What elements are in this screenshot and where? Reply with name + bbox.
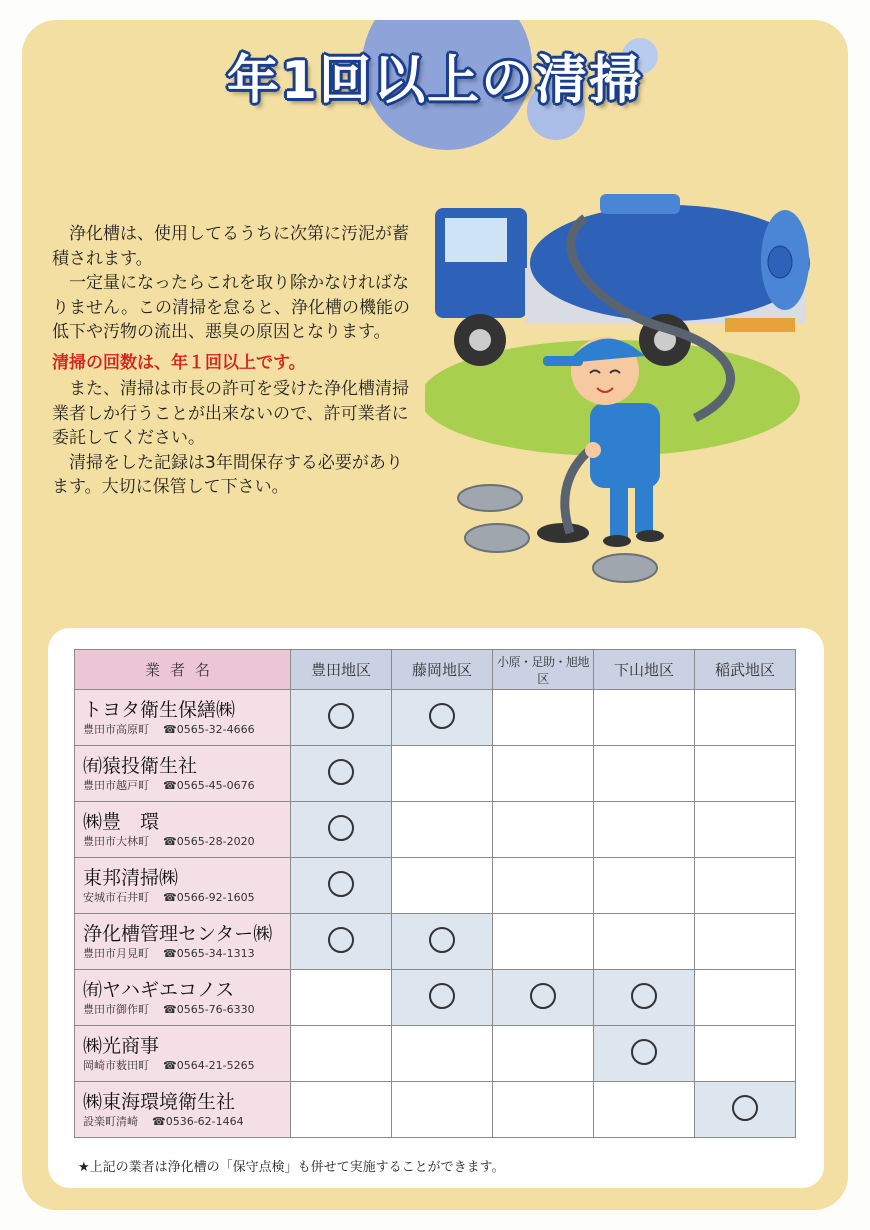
- contractor-phone: 0565-32-4666: [176, 722, 255, 736]
- contractor-phone: 0565-34-1313: [176, 946, 255, 960]
- contractor-name: ㈲ヤハギエコノス: [83, 978, 235, 1001]
- service-available-circle-icon: [328, 927, 354, 953]
- service-area-cell: [392, 1026, 493, 1082]
- service-area-cell: [594, 858, 695, 914]
- service-area-cell: [493, 970, 594, 1026]
- service-area-cell: [594, 914, 695, 970]
- contractor-address: 豊田市大林町: [83, 834, 149, 848]
- table-row: [75, 1026, 796, 1082]
- contractor-phone: 0565-45-0676: [176, 778, 255, 792]
- service-area-cell: [291, 690, 392, 746]
- contractor-phone: 0536-62-1464: [165, 1114, 244, 1128]
- service-available-circle-icon: [631, 983, 657, 1009]
- service-area-cell: [291, 970, 392, 1026]
- contractor-name: 浄化槽管理センター㈱: [83, 922, 273, 945]
- table-row: [75, 802, 796, 858]
- phone-icon: ☎: [163, 946, 177, 960]
- service-available-circle-icon: [631, 1039, 657, 1065]
- service-area-cell: [493, 746, 594, 802]
- phone-icon: ☎: [163, 1002, 177, 1016]
- contractor-cell: [75, 1026, 291, 1082]
- service-area-cell: [594, 1082, 695, 1138]
- phone-icon: ☎: [163, 890, 177, 904]
- contractor-cell: [75, 858, 291, 914]
- paragraph-1: 浄化槽は、使用してるうちに次第に汚泥が蓄積されます。: [52, 224, 409, 269]
- service-area-cell: [291, 858, 392, 914]
- service-area-cell: [493, 802, 594, 858]
- contractor-contact: [83, 778, 290, 794]
- service-area-cell: [392, 1082, 493, 1138]
- phone-icon: ☎: [163, 722, 177, 736]
- header-inabu-district: 稲武地区: [695, 650, 796, 690]
- phone-icon: ☎: [163, 834, 177, 848]
- contractor-cell: [75, 746, 291, 802]
- paragraph-4: 清掃をした記録は3年間保存する必要があります。大切に保管して下さい。: [52, 452, 403, 497]
- service-available-circle-icon: [328, 703, 354, 729]
- service-area-cell: [291, 746, 392, 802]
- table-row: [75, 690, 796, 746]
- contractor-name: ㈲猿投衛生社: [83, 754, 198, 777]
- contractor-address: 豊田市月見町: [83, 946, 149, 960]
- contractor-table: [74, 649, 796, 1138]
- contractor-address: 豊田市高原町: [83, 722, 149, 736]
- service-area-cell: [291, 1082, 392, 1138]
- service-area-cell: [291, 802, 392, 858]
- service-area-cell: [594, 802, 695, 858]
- service-area-cell: [695, 914, 796, 970]
- header-obara-asuke-asahi-district: 小原・足助・旭地区: [493, 650, 594, 690]
- service-available-circle-icon: [732, 1095, 758, 1121]
- contractor-phone: 0564-21-5265: [176, 1058, 255, 1072]
- header-fujioka-district: 藤岡地区: [392, 650, 493, 690]
- service-area-cell: [695, 690, 796, 746]
- contractor-table-panel: [48, 628, 824, 1188]
- contractor-name: 東邦清掃㈱: [83, 866, 179, 889]
- contractor-contact: [83, 834, 290, 850]
- contractor-cell: [75, 1082, 291, 1138]
- contractor-name: ㈱豊 環: [83, 810, 160, 833]
- service-area-cell: [291, 1026, 392, 1082]
- service-area-cell: [392, 914, 493, 970]
- contractor-phone: 0565-76-6330: [176, 1002, 255, 1016]
- contractor-phone: 0565-28-2020: [176, 834, 255, 848]
- footnote: ★上記の業者は浄化槽の「保守点検」も併せて実施することができます。: [78, 1160, 505, 1175]
- contractor-address: 設楽町清崎: [83, 1114, 138, 1128]
- contractor-name: ㈱東海環境衛生社: [83, 1090, 236, 1113]
- service-area-cell: [392, 970, 493, 1026]
- service-available-circle-icon: [328, 815, 354, 841]
- explanation-text: [52, 222, 412, 500]
- service-area-cell: [493, 914, 594, 970]
- phone-icon: ☎: [163, 778, 177, 792]
- header-contractor-name: 業者名: [75, 650, 291, 690]
- table-row: [75, 746, 796, 802]
- service-area-cell: [291, 914, 392, 970]
- contractor-address: 豊田市御作町: [83, 1002, 149, 1016]
- service-area-cell: [695, 1026, 796, 1082]
- header-toyota-district: 豊田地区: [291, 650, 392, 690]
- contractor-contact: [83, 1058, 290, 1074]
- contractor-contact: [83, 1002, 290, 1018]
- service-available-circle-icon: [328, 871, 354, 897]
- service-available-circle-icon: [429, 983, 455, 1009]
- contractor-cell: [75, 970, 291, 1026]
- service-area-cell: [493, 858, 594, 914]
- contractor-contact: [83, 1114, 290, 1130]
- service-area-cell: [594, 1026, 695, 1082]
- service-available-circle-icon: [328, 759, 354, 785]
- service-available-circle-icon: [530, 983, 556, 1009]
- contractor-cell: [75, 802, 291, 858]
- page-title: 年1回以上の清掃: [226, 51, 644, 111]
- contractor-cell: [75, 914, 291, 970]
- service-area-cell: [695, 858, 796, 914]
- service-area-cell: [493, 1082, 594, 1138]
- phone-icon: ☎: [152, 1114, 166, 1128]
- service-area-cell: [493, 1026, 594, 1082]
- contractor-name: ㈱光商事: [83, 1034, 160, 1057]
- service-available-circle-icon: [429, 927, 455, 953]
- service-area-cell: [695, 746, 796, 802]
- contractor-address: 岡崎市薮田町: [83, 1058, 149, 1072]
- service-area-cell: [695, 802, 796, 858]
- service-area-cell: [392, 690, 493, 746]
- contractor-name: トヨタ衛生保繕㈱: [83, 698, 236, 721]
- header-shimoyama-district: 下山地区: [594, 650, 695, 690]
- phone-icon: ☎: [163, 1058, 177, 1072]
- table-row: [75, 1082, 796, 1138]
- vacuum-truck-illustration: [425, 188, 815, 598]
- service-area-cell: [594, 690, 695, 746]
- paragraph-3: また、清掃は市長の許可を受けた浄化槽清掃業者しか行うことが出来ないので、許可業者に委託してください。: [52, 379, 409, 448]
- contractor-phone: 0566-92-1605: [176, 890, 255, 904]
- service-available-circle-icon: [429, 703, 455, 729]
- service-area-cell: [594, 970, 695, 1026]
- table-row: [75, 914, 796, 970]
- service-area-cell: [392, 802, 493, 858]
- service-area-cell: [594, 746, 695, 802]
- contractor-address: 安城市石井町: [83, 890, 149, 904]
- table-row: [75, 970, 796, 1026]
- cleaning-frequency-highlight: 清掃の回数は、年１回以上です。: [52, 352, 306, 373]
- table-row: [75, 858, 796, 914]
- service-area-cell: [392, 746, 493, 802]
- service-area-cell: [695, 970, 796, 1026]
- paragraph-2: 一定量になったらこれを取り除かなければなりません。この清掃を怠ると、浄化槽の機能の低下や汚物の流出、悪臭の原因となります。: [52, 273, 411, 342]
- contractor-contact: [83, 946, 290, 962]
- contractor-cell: [75, 690, 291, 746]
- service-area-cell: [493, 690, 594, 746]
- contractor-address: 豊田市越戸町: [83, 778, 149, 792]
- contractor-contact: [83, 722, 290, 738]
- table-header-row: [75, 650, 796, 690]
- contractor-contact: [83, 890, 290, 906]
- service-area-cell: [695, 1082, 796, 1138]
- service-area-cell: [392, 858, 493, 914]
